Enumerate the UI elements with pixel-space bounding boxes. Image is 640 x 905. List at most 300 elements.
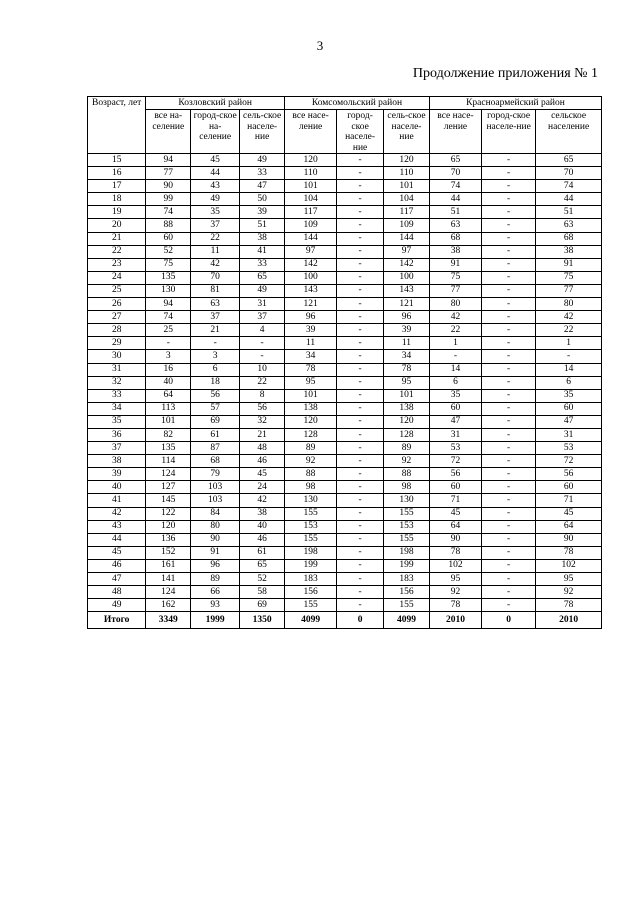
value-cell: 3 [191,350,240,363]
value-cell: 92 [429,586,481,599]
value-cell: 117 [285,206,337,219]
value-cell: 74 [146,206,191,219]
district-header-krasnoarmeysky: Красноармейский район [429,97,601,110]
value-cell: 98 [285,481,337,494]
value-cell: 121 [285,298,337,311]
value-cell: - [482,284,536,297]
value-cell: 49 [191,193,240,206]
value-cell: 40 [240,520,285,533]
value-cell: 63 [536,219,602,232]
value-cell: 144 [285,232,337,245]
value-cell: 199 [285,559,337,572]
value-cell: - [482,468,536,481]
value-cell: 141 [146,573,191,586]
value-cell: - [191,337,240,350]
value-cell: 63 [191,298,240,311]
age-cell: 31 [88,363,146,376]
value-cell: 101 [146,415,191,428]
value-cell: 60 [429,481,481,494]
value-cell: 109 [384,219,430,232]
value-cell: 103 [191,494,240,507]
value-cell: 14 [429,363,481,376]
age-cell: 20 [88,219,146,232]
value-cell: - [337,402,384,415]
value-cell: 51 [536,206,602,219]
age-cell: 23 [88,258,146,271]
value-cell: 124 [146,586,191,599]
value-cell: 128 [384,428,430,441]
age-cell: 43 [88,520,146,533]
value-cell: 161 [146,559,191,572]
value-cell: 72 [429,455,481,468]
value-cell: 84 [191,507,240,520]
table-row [88,258,602,271]
table-row [88,442,602,455]
value-cell: 198 [285,546,337,559]
subheader-rural: сель-ское населе-ние [384,110,430,154]
table-row [88,311,602,324]
value-cell: 65 [536,154,602,167]
value-cell: - [482,232,536,245]
value-cell: - [337,442,384,455]
value-cell: 56 [536,468,602,481]
value-cell: - [337,232,384,245]
value-cell: 31 [240,298,285,311]
value-cell: 155 [285,599,337,612]
value-cell: - [429,350,481,363]
value-cell: 90 [191,533,240,546]
value-cell: - [482,455,536,468]
value-cell: 39 [384,324,430,337]
value-cell: - [240,337,285,350]
table-row [88,428,602,441]
value-cell: 152 [146,546,191,559]
age-cell: 47 [88,573,146,586]
value-cell: 78 [536,599,602,612]
value-cell: 89 [384,442,430,455]
table-row [88,324,602,337]
value-cell: 91 [191,546,240,559]
value-cell: 143 [384,284,430,297]
value-cell: 53 [536,442,602,455]
value-cell: 4 [240,324,285,337]
table-row [88,337,602,350]
value-cell: - [337,415,384,428]
value-cell: 95 [429,573,481,586]
value-cell: 143 [285,284,337,297]
value-cell: 130 [384,494,430,507]
value-cell: 71 [429,494,481,507]
value-cell: 120 [285,415,337,428]
value-cell: 44 [429,193,481,206]
total-cell: 0 [337,612,384,629]
table-row [88,219,602,232]
value-cell: 80 [536,298,602,311]
value-cell: 156 [384,586,430,599]
table-row [88,245,602,258]
value-cell: 25 [146,324,191,337]
value-cell: - [337,258,384,271]
total-cell: 1999 [191,612,240,629]
value-cell: 46 [240,455,285,468]
value-cell: 102 [429,559,481,572]
table-row [88,167,602,180]
value-cell: 88 [285,468,337,481]
value-cell: 56 [191,389,240,402]
value-cell: 90 [429,533,481,546]
age-cell: 40 [88,481,146,494]
value-cell: 57 [191,402,240,415]
value-cell: 45 [429,507,481,520]
value-cell: - [482,402,536,415]
table-row [88,376,602,389]
age-cell: 25 [88,284,146,297]
value-cell: 11 [285,337,337,350]
value-cell: 52 [146,245,191,258]
value-cell: 92 [384,455,430,468]
value-cell: 35 [536,389,602,402]
value-cell: 78 [536,546,602,559]
value-cell: 155 [384,533,430,546]
value-cell: 45 [191,154,240,167]
value-cell: 138 [285,402,337,415]
value-cell: - [482,599,536,612]
age-cell: 48 [88,586,146,599]
value-cell: 102 [536,559,602,572]
value-cell: 92 [285,455,337,468]
subheader-rural: сельское население [536,110,602,154]
value-cell: - [337,376,384,389]
value-cell: 47 [240,180,285,193]
value-cell: - [482,271,536,284]
value-cell: 79 [191,468,240,481]
value-cell: 153 [285,520,337,533]
value-cell: 37 [191,311,240,324]
value-cell: 44 [536,193,602,206]
table-row [88,180,602,193]
value-cell: 100 [285,271,337,284]
table-row [88,586,602,599]
value-cell: - [337,219,384,232]
value-cell: 198 [384,546,430,559]
table-row [88,350,602,363]
table-row [88,573,602,586]
value-cell: 6 [536,376,602,389]
value-cell: 96 [285,311,337,324]
value-cell: 128 [285,428,337,441]
value-cell: 104 [384,193,430,206]
subheader-total: все насе-ление [285,110,337,154]
subheader-total: все на-селение [146,110,191,154]
table-row [88,520,602,533]
age-cell: 26 [88,298,146,311]
value-cell: - [240,350,285,363]
age-cell: 30 [88,350,146,363]
value-cell: 110 [384,167,430,180]
value-cell: 94 [146,298,191,311]
total-cell: 4099 [384,612,430,629]
value-cell: 74 [146,311,191,324]
value-cell: 77 [536,284,602,297]
value-cell: 101 [384,389,430,402]
value-cell: 46 [240,533,285,546]
age-header: Возраст, лет [88,97,146,154]
value-cell: - [482,481,536,494]
value-cell: - [482,586,536,599]
value-cell: 155 [285,533,337,546]
value-cell: 65 [240,271,285,284]
value-cell: 122 [146,507,191,520]
value-cell: 48 [240,442,285,455]
value-cell: 65 [240,559,285,572]
value-cell: 47 [536,415,602,428]
value-cell: - [337,520,384,533]
age-cell: 45 [88,546,146,559]
table-row [88,546,602,559]
age-cell: 17 [88,180,146,193]
value-cell: 1 [429,337,481,350]
value-cell: 32 [240,415,285,428]
value-cell: 114 [146,455,191,468]
value-cell: 75 [536,271,602,284]
value-cell: 89 [191,573,240,586]
value-cell: 6 [429,376,481,389]
value-cell: 153 [384,520,430,533]
value-cell: 33 [240,258,285,271]
value-cell: 10 [240,363,285,376]
value-cell: 130 [285,494,337,507]
value-cell: 37 [240,311,285,324]
subheader-urban: город-ское населе-ние [482,110,536,154]
value-cell: 21 [240,428,285,441]
continuation-title: Продолжение приложения № 1 [412,66,598,81]
value-cell: 103 [191,481,240,494]
value-cell: 56 [429,468,481,481]
age-cell: 18 [88,193,146,206]
value-cell: 99 [146,193,191,206]
value-cell: 155 [384,599,430,612]
age-cell: 24 [88,271,146,284]
value-cell: 96 [191,559,240,572]
value-cell: 95 [384,376,430,389]
value-cell: 11 [191,245,240,258]
value-cell: - [146,337,191,350]
value-cell: - [482,507,536,520]
age-cell: 42 [88,507,146,520]
value-cell: 35 [191,206,240,219]
value-cell: - [337,284,384,297]
value-cell: 33 [240,167,285,180]
value-cell: 88 [384,468,430,481]
value-cell: 60 [536,402,602,415]
value-cell: 64 [536,520,602,533]
table-row [88,271,602,284]
table-row [88,402,602,415]
value-cell: 70 [191,271,240,284]
value-cell: 78 [429,546,481,559]
value-cell: 64 [429,520,481,533]
value-cell: 38 [240,507,285,520]
value-cell: 50 [240,193,285,206]
table-row [88,389,602,402]
value-cell: 14 [536,363,602,376]
table-row [88,415,602,428]
value-cell: 44 [191,167,240,180]
value-cell: 60 [429,402,481,415]
value-cell: 101 [285,389,337,402]
value-cell: 183 [285,573,337,586]
age-cell: 46 [88,559,146,572]
value-cell: - [337,507,384,520]
value-cell: 87 [191,442,240,455]
value-cell: - [337,559,384,572]
value-cell: 120 [384,415,430,428]
value-cell: - [337,271,384,284]
value-cell: 60 [146,232,191,245]
value-cell: 120 [146,520,191,533]
age-cell: 28 [88,324,146,337]
value-cell: 74 [429,180,481,193]
value-cell: 24 [240,481,285,494]
value-cell: - [337,193,384,206]
value-cell: 52 [240,573,285,586]
age-cell: 33 [88,389,146,402]
value-cell: - [337,389,384,402]
value-cell: 162 [146,599,191,612]
value-cell: - [482,428,536,441]
value-cell: 38 [429,245,481,258]
value-cell: 96 [384,311,430,324]
value-cell: 47 [429,415,481,428]
value-cell: 98 [384,481,430,494]
value-cell: 97 [384,245,430,258]
value-cell: - [337,311,384,324]
value-cell: - [337,533,384,546]
total-cell: 0 [482,612,536,629]
value-cell: 120 [384,154,430,167]
value-cell: 120 [285,154,337,167]
value-cell: 121 [384,298,430,311]
value-cell: - [337,494,384,507]
value-cell: 34 [384,350,430,363]
value-cell: - [482,298,536,311]
value-cell: 69 [240,599,285,612]
total-cell: Итого [88,612,146,629]
value-cell: - [482,154,536,167]
value-cell: 51 [429,206,481,219]
age-cell: 16 [88,167,146,180]
value-cell: 39 [240,206,285,219]
value-cell: 42 [429,311,481,324]
value-cell: 68 [536,232,602,245]
value-cell: 68 [191,455,240,468]
value-cell: 35 [429,389,481,402]
value-cell: 90 [146,180,191,193]
value-cell: 138 [384,402,430,415]
value-cell: 124 [146,468,191,481]
value-cell: - [337,167,384,180]
age-cell: 29 [88,337,146,350]
value-cell: 40 [146,376,191,389]
value-cell: 90 [536,533,602,546]
age-cell: 34 [88,402,146,415]
subheader-urban: город-ское на-селение [191,110,240,154]
value-cell: - [482,350,536,363]
age-cell: 15 [88,154,146,167]
value-cell: 42 [536,311,602,324]
district-header-kozlovsky: Козловский район [146,97,285,110]
value-cell: - [337,245,384,258]
population-table [87,96,602,629]
value-cell: 8 [240,389,285,402]
value-cell: - [482,337,536,350]
value-cell: 38 [536,245,602,258]
value-cell: 183 [384,573,430,586]
value-cell: 72 [536,455,602,468]
value-cell: 1 [536,337,602,350]
age-cell: 41 [88,494,146,507]
value-cell: 145 [146,494,191,507]
value-cell: 61 [240,546,285,559]
value-cell: 127 [146,481,191,494]
value-cell: 22 [536,324,602,337]
value-cell: 77 [429,284,481,297]
value-cell: 3 [146,350,191,363]
value-cell: 31 [429,428,481,441]
table-row [88,363,602,376]
value-cell: 135 [146,442,191,455]
value-cell: 109 [285,219,337,232]
value-cell: 142 [384,258,430,271]
table-row [88,298,602,311]
table-body [88,154,602,612]
value-cell: - [482,546,536,559]
value-cell: 68 [429,232,481,245]
value-cell: 18 [191,376,240,389]
value-cell: - [482,573,536,586]
value-cell: 51 [240,219,285,232]
value-cell: - [337,428,384,441]
value-cell: 80 [191,520,240,533]
value-cell: 91 [429,258,481,271]
value-cell: 113 [146,402,191,415]
value-cell: 110 [285,167,337,180]
value-cell: - [337,481,384,494]
value-cell: 91 [536,258,602,271]
value-cell: - [482,324,536,337]
value-cell: - [337,206,384,219]
value-cell: 94 [146,154,191,167]
age-cell: 21 [88,232,146,245]
value-cell: 6 [191,363,240,376]
age-cell: 49 [88,599,146,612]
value-cell: - [337,337,384,350]
value-cell: - [482,520,536,533]
value-cell: - [482,533,536,546]
value-cell: - [482,258,536,271]
value-cell: 77 [146,167,191,180]
value-cell: 144 [384,232,430,245]
value-cell: 71 [536,494,602,507]
value-cell: 82 [146,428,191,441]
value-cell: 74 [536,180,602,193]
total-cell: 1350 [240,612,285,629]
table-row [88,599,602,612]
value-cell: - [482,167,536,180]
value-cell: 38 [240,232,285,245]
total-row [88,612,602,629]
age-cell: 44 [88,533,146,546]
